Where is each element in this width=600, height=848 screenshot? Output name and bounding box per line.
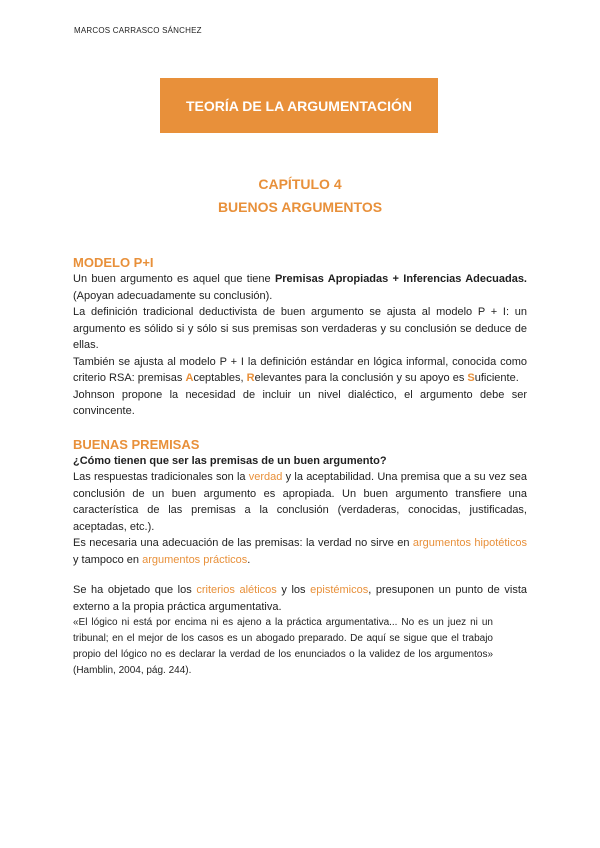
text-run: (Apoyan adecuadamente su conclusión).	[73, 289, 273, 302]
section-heading-modelo: MODELO P+I	[73, 255, 154, 270]
text-run: También se ajusta al modelo P + I la definición estándar en lógica informal, conocida como criterio RSA: premisas	[73, 355, 527, 384]
block-quote: «El lógico ni está por encima ni es ajeno a la práctica argumentativa... No es un juez ni un tribunal; en el mejor de los casos es un abogado preparado. De aquí se sigue que el trabajo propio del lógico no es declarar la verdad de los enunciados o la validez de los argumentos» (Hamblin, 2004, pág. 244).	[73, 617, 493, 676]
text-run: y los	[276, 584, 311, 596]
text-run: , presuponen un punto de vista externo a la propia práctica argumentativa.	[73, 584, 528, 613]
text-run: Las respuestas tradicionales son la	[73, 471, 249, 483]
document-title-banner	[160, 78, 438, 133]
text-run: Se ha objetado que los	[73, 584, 197, 596]
paragraph	[73, 582, 527, 615]
author-header: MARCOS CARRASCO SÁNCHEZ	[74, 26, 202, 35]
text-run: y la aceptabilidad. Una premisa que a su vez sea conclusión de un buen argumento es apropiada. Un buen argumento transfiere una característica de las premisas a la conclusión (verdaderas, conocidas, justificadas, aceptadas, etc.).	[73, 471, 527, 533]
paragraph	[73, 354, 527, 387]
spacer	[73, 568, 527, 582]
paragraph	[73, 535, 527, 568]
section-question: ¿Cómo tienen que ser las premisas de un buen argumento?	[73, 454, 387, 467]
bold-term: Premisas Apropiadas + Inferencias Adecuadas.	[274, 273, 527, 285]
chapter-title: BUENOS ARGUMENTOS	[217, 199, 383, 215]
rsa-letter-a: A	[185, 372, 194, 384]
document-body	[73, 254, 527, 679]
text-run: Es necesaria una adecuación de las premisas: la verdad no sirve en	[73, 537, 413, 549]
section-heading-premisas: BUENAS PREMISAS	[73, 436, 200, 452]
highlighted-term: criterios aléticos	[196, 584, 277, 596]
highlighted-term: verdad	[248, 471, 283, 483]
paragraph: Johnson propone la necesidad de incluir un nivel dialéctico, el argumento debe ser convincente.	[73, 388, 527, 417]
document-title: TEORÍA DE LA ARGUMENTACIÓN	[185, 97, 413, 114]
text-run: Un buen argumento es aquel que tiene	[73, 273, 275, 285]
highlighted-term: argumentos hipotéticos	[412, 537, 527, 549]
chapter-number: CAPÍTULO 4	[258, 176, 342, 192]
rsa-letter-r: R	[246, 372, 255, 384]
text-run: ceptables,	[193, 372, 247, 384]
rsa-letter-s: S	[467, 372, 475, 384]
paragraph	[73, 271, 527, 304]
text-run: uficiente.	[474, 372, 519, 384]
text-run: y tampoco en	[73, 553, 143, 566]
highlighted-term: argumentos prácticos	[142, 553, 248, 566]
paragraph	[73, 469, 527, 535]
highlighted-term: epistémicos	[310, 584, 369, 596]
paragraph: La definición tradicional deductivista de buen argumento se ajusta al modelo P + I: un argumento es sólido si y sólo si sus premisas son verdaderas y su conclusión se deduce de ellas.	[73, 306, 527, 351]
text-run: elevantes para la conclusión y su apoyo es	[254, 372, 468, 384]
text-run: .	[247, 553, 251, 566]
